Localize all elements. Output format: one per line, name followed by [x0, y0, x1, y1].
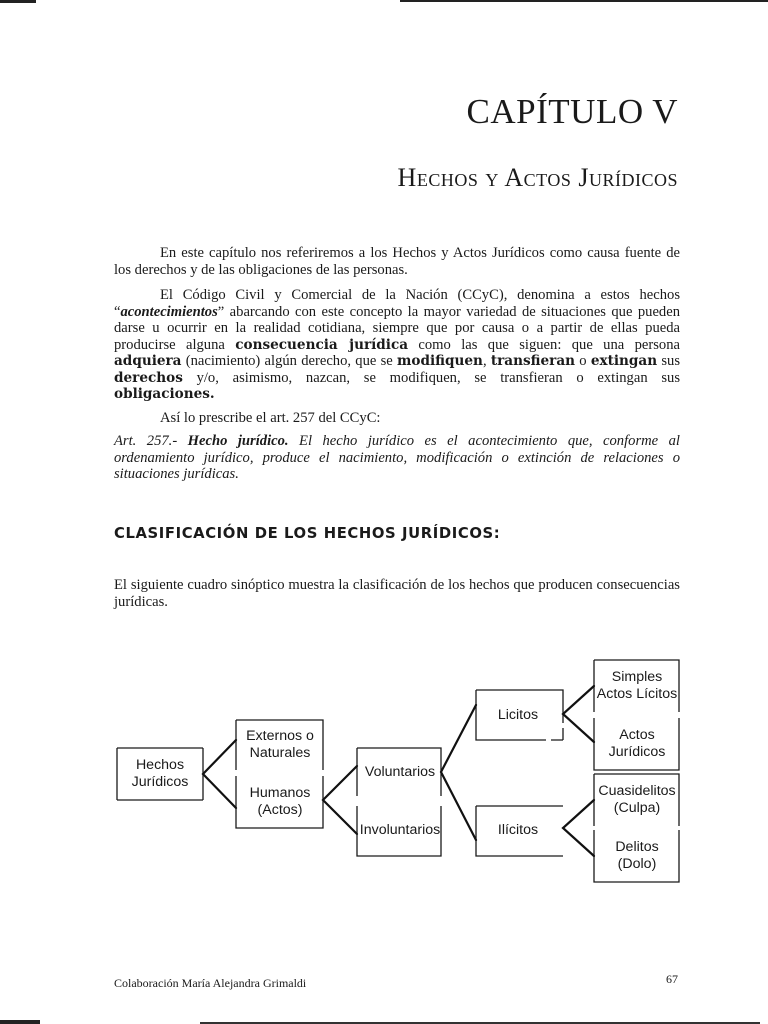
term-modifiquen: modifiquen — [397, 353, 483, 369]
article-title: Hecho jurídico. — [187, 433, 289, 449]
text: ” abarcando con este concepto la mayor variedad de situaciones que pueden darse u ocurrir en la realidad cotidiana, siempre que por causa o a partir de ellas pueda producirse alguna — [114, 303, 680, 353]
bracket-humanos — [323, 766, 357, 834]
chapter-title: CAPÍTULO V — [466, 92, 678, 131]
bracket-licitos — [563, 686, 594, 742]
node-simples-actos-licitos: Simples Actos Lícitos — [596, 669, 678, 702]
text: El Código Civil y Comercial de la Nación (CCyC), denomina a estos hechos “ — [114, 287, 680, 320]
node-actos-juridicos: Actos Jurídicos — [608, 727, 666, 760]
article-number: Art. 257.- — [114, 433, 188, 449]
term-extingan: extingan — [590, 353, 658, 369]
paragraph-art-intro: Así lo prescribe el art. 257 del CCyC: — [160, 410, 381, 426]
text: o — [575, 353, 591, 369]
paragraph-diagram-intro: El siguiente cuadro sinóptico muestra la clasificación de los hechos que producen consecuencias jurídicas. — [114, 577, 680, 610]
term-derechos: derechos — [114, 369, 183, 386]
article-quote — [114, 433, 680, 483]
node-externos: Externos o Naturales — [246, 728, 314, 761]
node-voluntarios: Voluntarios — [364, 763, 436, 780]
node-ilicitos: Ilícitos — [497, 821, 539, 838]
term-transfieran: transfieran — [490, 353, 576, 369]
scan-line — [400, 0, 768, 2]
node-cuasidelitos: Cuasidelitos (Culpa) — [598, 783, 676, 816]
text: sus — [657, 353, 681, 369]
term-obligaciones: obligaciones. — [114, 386, 215, 402]
node-humanos: Humanos (Actos) — [249, 785, 311, 818]
term-consecuencia: consecuencia jurídica — [235, 336, 409, 353]
node-delitos: Delitos (Dolo) — [615, 839, 659, 872]
bracket-ilicitos — [563, 800, 594, 856]
classification-heading: CLASIFICACIÓN DE LOS HECHOS JURÍDICOS: — [114, 525, 501, 542]
bracket-hechos — [203, 740, 236, 808]
bracket-voluntarios — [441, 705, 476, 840]
text: como las que siguen: que una persona — [408, 336, 680, 353]
page-number: 67 — [666, 972, 678, 986]
paragraph-intro: En este capítulo nos referiremos a los Hechos y Actos Jurídicos como causa fuente de los derechos y de las obligaciones de las personas. — [114, 245, 680, 278]
text: y/o, asimismo, nazcan, se modifiquen, se transfieran o extingan sus — [182, 369, 680, 386]
node-licitos: Licitos — [497, 706, 539, 723]
scan-mark — [0, 1020, 40, 1024]
term-adquiera: adquiera — [114, 353, 182, 369]
text: , — [482, 353, 491, 369]
section-title: Hechos y Actos Jurídicos — [397, 163, 678, 192]
node-hechos-juridicos: Hechos Jurídicos — [131, 757, 189, 790]
scan-mark — [0, 0, 36, 3]
article-text: El hecho jurídico es el acontecimiento que, conforme al ordenamiento jurídico, produce el nacimiento, modificación o extinción de relaciones o situaciones jurídicas. — [114, 433, 680, 482]
text: (nacimiento) algún derecho, que se — [181, 353, 398, 369]
node-involuntarios: Involuntarios — [359, 821, 441, 838]
term-acontecimientos: acontecimientos — [120, 303, 218, 320]
footer-credit: Colaboración María Alejandra Grimaldi — [114, 976, 307, 990]
paragraph-ccyc — [114, 287, 680, 403]
